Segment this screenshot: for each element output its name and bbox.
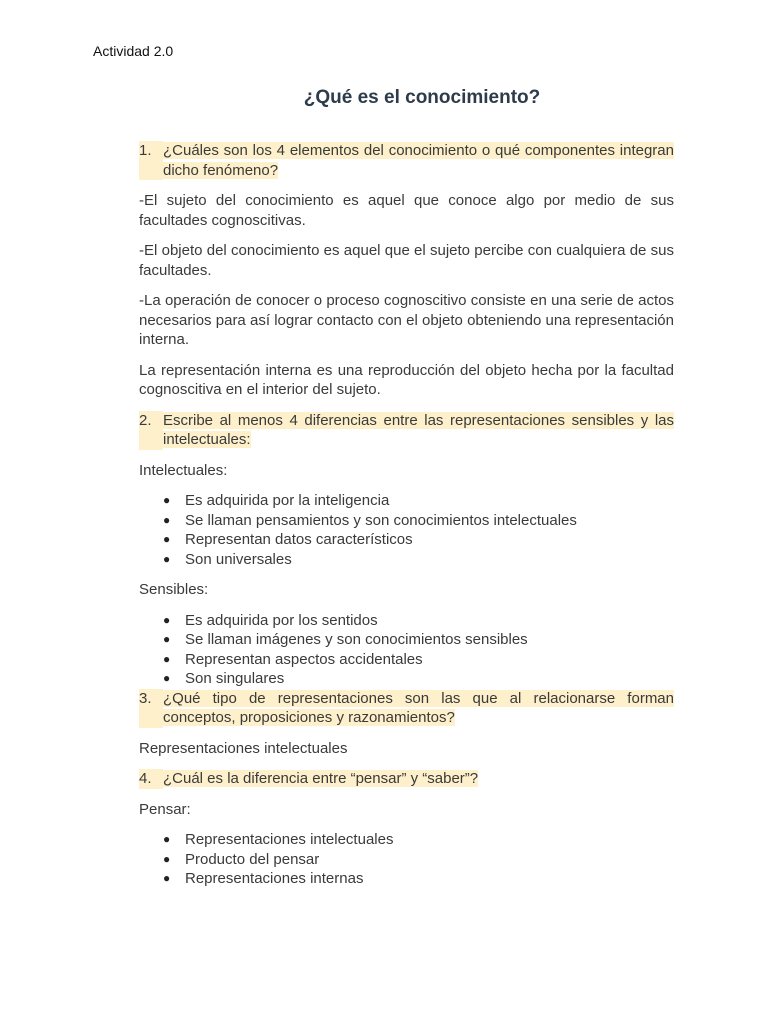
question-number: 1. bbox=[139, 141, 163, 180]
bullet-icon: ● bbox=[163, 612, 171, 627]
paragraph-representacion: La representación interna es una reproducción del objeto hecha por la facultad cognoscitiva en el interior del sujeto. bbox=[139, 361, 674, 398]
list-item: ● Producto del pensar bbox=[163, 850, 320, 868]
list-item: ● Son singulares bbox=[163, 670, 285, 687]
bullet-icon: ● bbox=[163, 851, 171, 866]
bullet-icon: ● bbox=[163, 651, 171, 666]
list-item: ● Se llaman pensamientos y son conocimientos intelectuales bbox=[163, 511, 577, 529]
list-item: ● Representan aspectos accidentales bbox=[163, 650, 423, 668]
question-4 bbox=[139, 769, 674, 789]
intelectuales-list bbox=[139, 491, 674, 569]
question-text: ¿Cuál es la diferencia entre “pensar” y “saber”? bbox=[163, 770, 479, 787]
document-body bbox=[139, 141, 674, 900]
page-title: ¿Qué es el conocimiento? bbox=[303, 87, 541, 108]
question-number: 4. bbox=[139, 769, 163, 789]
paragraph-operacion: -La operación de conocer o proceso cognoscitivo consiste en una serie de actos necesarios para así lograr contacto con el objeto obteniendo una representación interna. bbox=[139, 292, 674, 348]
question-number: 2. bbox=[139, 411, 163, 450]
sensibles-label: Sensibles: bbox=[139, 581, 209, 598]
question-1 bbox=[139, 141, 674, 180]
list-item: ● Representaciones internas bbox=[163, 870, 364, 887]
bullet-icon: ● bbox=[163, 551, 171, 566]
sensibles-list bbox=[139, 611, 674, 689]
intelectuales-label: Intelectuales: bbox=[139, 461, 228, 479]
bullet-icon: ● bbox=[163, 512, 171, 527]
list-item: ● Representaciones intelectuales bbox=[163, 831, 394, 848]
list-item: ● Es adquirida por los sentidos bbox=[163, 611, 378, 629]
question-number: 3. bbox=[139, 689, 163, 728]
pensar-label: Pensar: bbox=[139, 800, 191, 818]
paragraph-sujeto: -El sujeto del conocimiento es aquel que conoce algo por medio de sus facultades cognoscitivas. bbox=[139, 192, 674, 229]
question-3 bbox=[139, 689, 674, 728]
question-text: ¿Qué tipo de representaciones son las que al relacionarse forman conceptos, proposiciones y razonamientos? bbox=[163, 689, 674, 726]
list-item: ● Son universales bbox=[163, 550, 292, 568]
paragraph-objeto: -El objeto del conocimiento es aquel que el sujeto percibe con cualquiera de sus facultades. bbox=[139, 242, 674, 279]
pensar-list bbox=[139, 830, 674, 889]
document-header: Actividad 2.0 bbox=[93, 43, 174, 59]
bullet-icon: ● bbox=[163, 493, 171, 507]
question-2 bbox=[139, 411, 674, 450]
question-text: ¿Cuáles son los 4 elementos del conocimiento o qué componentes integran dicho fenómeno? bbox=[163, 142, 674, 179]
list-item: ● Representan datos característicos bbox=[163, 531, 413, 548]
bullet-icon: ● bbox=[163, 532, 171, 546]
list-item: ● Es adquirida por la inteligencia bbox=[163, 492, 390, 509]
question-text: Escribe al menos 4 diferencias entre las representaciones sensibles y las intelectuales: bbox=[163, 411, 674, 448]
bullet-icon: ● bbox=[163, 832, 171, 846]
bullet-icon: ● bbox=[163, 671, 171, 685]
bullet-icon: ● bbox=[163, 871, 171, 885]
answer-3: Representaciones intelectuales bbox=[139, 739, 348, 757]
bullet-icon: ● bbox=[163, 632, 171, 646]
list-item: ● Se llaman imágenes y son conocimientos sensibles bbox=[163, 631, 528, 648]
